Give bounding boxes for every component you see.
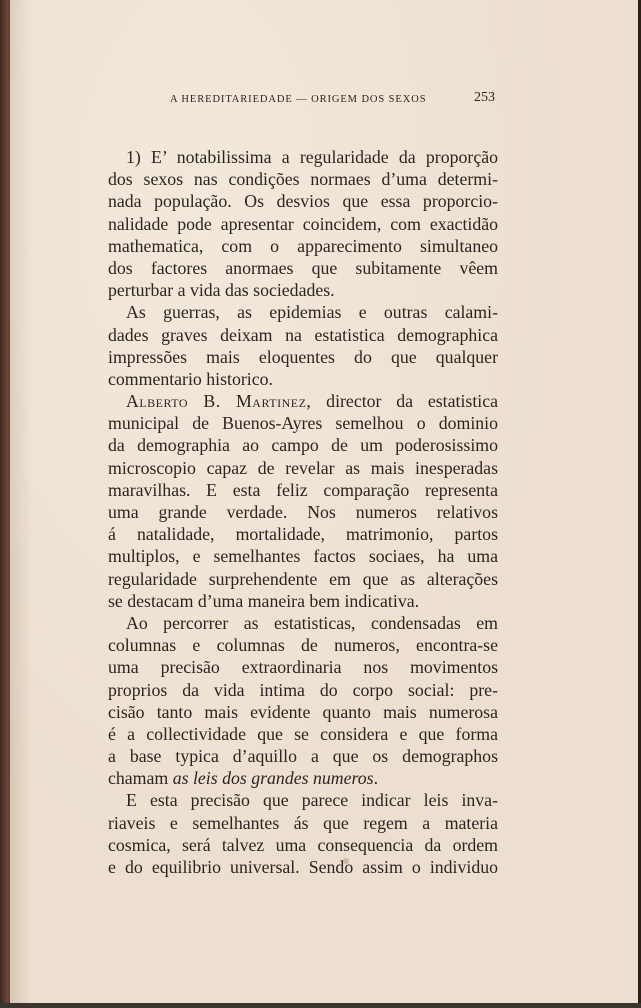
text-line: uma grande verdade. Nos numeros relativos (108, 502, 498, 522)
text-fragment: chamam (108, 768, 173, 789)
text-line: regularidade surprehendente em que as alterações (108, 568, 498, 589)
text-line: mathematica, com o apparecimento simultaneo (108, 235, 498, 256)
text-line: proprios da vida intima do corpo social: pre- (108, 679, 498, 700)
text-line (108, 390, 498, 412)
text-line: cisão tanto mais evidente quanto mais numerosa (108, 701, 498, 722)
body-text (108, 146, 498, 878)
text-line: Ao percorrer as estatisticas, condensadas em (126, 612, 498, 633)
text-line: nalidade pode apresentar coincidem, com exactidão (108, 213, 498, 234)
text-fragment: . (373, 768, 379, 789)
text-line: 1) E’ notabilissima a regularidade da proporção (126, 147, 498, 167)
page-number: 253 (474, 90, 495, 105)
text-line: impressões mais eloquentes do que qualquer (108, 346, 498, 367)
text-line: commentario historico. (108, 368, 273, 389)
text-line: columnas e columnas de numeros, encontra-se (108, 635, 498, 656)
text-line: E esta precisão que parece indicar leis inva- (126, 790, 498, 811)
text-line: maravilhas. E esta feliz comparação representa (108, 479, 498, 500)
text-line: cosmica, será talvez uma consequencia da ordem (108, 834, 498, 855)
text-line (108, 767, 498, 789)
text-line: dos sexos nas condições normaes d’uma determi- (108, 169, 498, 190)
text-line: dos factores anormaes que subitamente vêem (108, 257, 498, 278)
text-line: da demographia ao campo de um poderosissimo (108, 435, 498, 456)
text-line: perturbar a vida das sociedades. (108, 280, 335, 301)
text-line: se destacam d’uma maneira bem indicativa. (108, 590, 420, 611)
text-line: uma precisão extraordinaria nos movimentos (108, 657, 498, 678)
author-name: Alberto B. Martinez, (126, 391, 312, 412)
text-fragment: director da estatistica (311, 391, 498, 412)
text-line: riaveis e semelhantes ás que regem a materia (108, 812, 498, 833)
text-line: e do equilibrio universal. Sendo assim o individuo (108, 857, 498, 877)
text-line: nada população. Os desvios que essa proporcio- (108, 191, 498, 212)
text-line: multiplos, e semelhantes factos sociaes, ha uma (108, 546, 498, 567)
text-line: a base typica d’aquillo a que os demographos (108, 746, 498, 767)
page-bottom-edge (0, 1003, 641, 1008)
text-line: dades graves deixam na estatistica demographica (108, 324, 498, 345)
text-line: é a collectividade que se considera e que forma (108, 723, 498, 744)
running-head: A HEREDITARIEDADE — ORIGEM DOS SEXOS (170, 94, 427, 105)
text-line: municipal de Buenos-Ayres semelhou o dominio (108, 413, 498, 434)
italic-phrase: as leis dos grandes numeros (172, 768, 374, 789)
paper-smudge (343, 858, 349, 864)
text-line: As guerras, as epidemias e outras calami- (126, 302, 498, 323)
text-line: á natalidade, mortalidade, matrimonio, partos (108, 524, 498, 545)
text-line: microscopio capaz de revelar as mais inesperadas (108, 457, 498, 478)
